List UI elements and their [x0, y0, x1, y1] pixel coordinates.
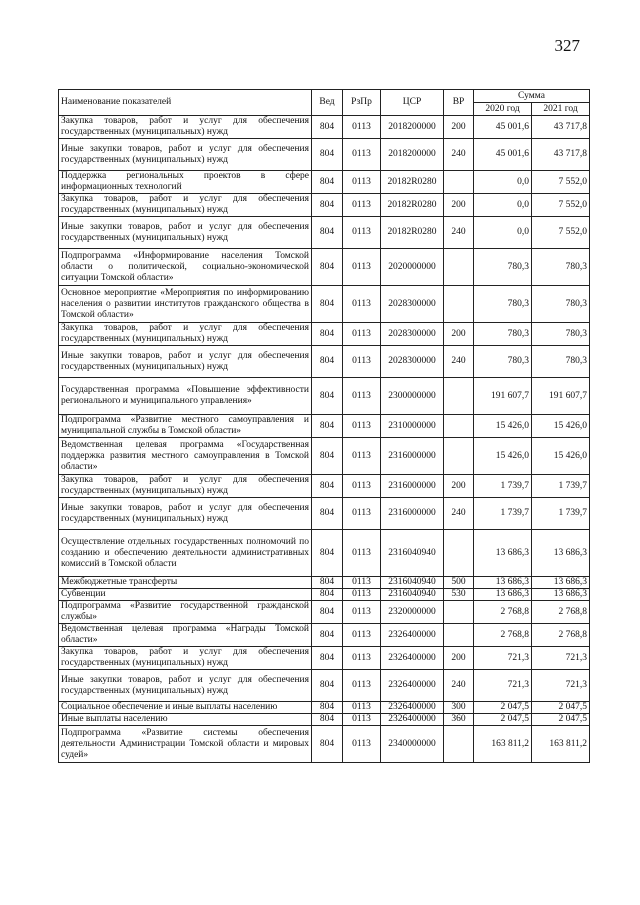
row-rzpr: 0113: [343, 217, 381, 249]
table-row: [59, 323, 590, 346]
row-sum-2020: 13 686,3: [474, 530, 532, 577]
row-sum-2021: 780,3: [532, 249, 590, 286]
row-rzpr: 0113: [343, 702, 381, 714]
row-sum-2020: 780,3: [474, 346, 532, 378]
row-name: Закупка товаров, работ и услуг для обеспечения государственных (муниципальных) нужд: [59, 194, 312, 217]
row-vr: [444, 438, 474, 475]
table-row: [59, 116, 590, 139]
table-row: [59, 194, 590, 217]
row-sum-2020: 45 001,6: [474, 139, 532, 171]
row-rzpr: 0113: [343, 323, 381, 346]
row-sum-2021: 780,3: [532, 346, 590, 378]
row-sum-2021: 43 717,8: [532, 116, 590, 139]
row-rzpr: 0113: [343, 589, 381, 601]
row-sum-2020: 15 426,0: [474, 415, 532, 438]
row-ved: 804: [312, 323, 343, 346]
row-ved: 804: [312, 624, 343, 647]
row-name: Закупка товаров, работ и услуг для обеспечения государственных (муниципальных) нужд: [59, 475, 312, 498]
row-name: Иные закупки товаров, работ и услуг для обеспечения государственных (муниципальных) нужд: [59, 217, 312, 249]
row-vr: 530: [444, 589, 474, 601]
row-ved: 804: [312, 601, 343, 624]
row-ved: 804: [312, 415, 343, 438]
row-csr: 20182R0280: [381, 194, 444, 217]
header-year-2020: 2020 год: [474, 103, 532, 116]
row-ved: 804: [312, 286, 343, 323]
row-vr: 300: [444, 702, 474, 714]
row-ved: 804: [312, 194, 343, 217]
row-vr: 200: [444, 475, 474, 498]
row-sum-2021: 13 686,3: [532, 577, 590, 589]
table-row: [59, 438, 590, 475]
row-sum-2020: 0,0: [474, 217, 532, 249]
table-row: [59, 415, 590, 438]
row-vr: 240: [444, 139, 474, 171]
row-name: Подпрограмма «Развитие государственной гражданской службы»: [59, 601, 312, 624]
row-sum-2021: 15 426,0: [532, 438, 590, 475]
table-row: [59, 726, 590, 763]
row-sum-2021: 13 686,3: [532, 530, 590, 577]
row-ved: 804: [312, 714, 343, 726]
row-rzpr: 0113: [343, 415, 381, 438]
table-header: [59, 90, 590, 116]
row-rzpr: 0113: [343, 498, 381, 530]
row-vr: 240: [444, 670, 474, 702]
row-csr: 2028300000: [381, 346, 444, 378]
header-vr: ВР: [444, 90, 474, 116]
row-ved: 804: [312, 378, 343, 415]
row-sum-2020: 1 739,7: [474, 498, 532, 530]
row-sum-2020: 1 739,7: [474, 475, 532, 498]
row-sum-2020: 163 811,2: [474, 726, 532, 763]
header-name: Наименование показателей: [59, 90, 312, 116]
table-row: [59, 589, 590, 601]
row-sum-2021: 43 717,8: [532, 139, 590, 171]
page-number: 327: [554, 36, 580, 55]
row-sum-2020: 15 426,0: [474, 438, 532, 475]
row-sum-2020: 0,0: [474, 194, 532, 217]
row-sum-2020: 191 607,7: [474, 378, 532, 415]
row-sum-2020: 2 047,5: [474, 714, 532, 726]
row-sum-2021: 7 552,0: [532, 194, 590, 217]
row-sum-2021: 780,3: [532, 323, 590, 346]
row-csr: 2018200000: [381, 139, 444, 171]
row-sum-2021: 2 047,5: [532, 714, 590, 726]
row-vr: [444, 530, 474, 577]
row-sum-2021: 2 047,5: [532, 702, 590, 714]
row-sum-2020: 13 686,3: [474, 589, 532, 601]
header-year-2021: 2021 год: [532, 103, 590, 116]
table-row: [59, 286, 590, 323]
row-csr: 20182R0280: [381, 217, 444, 249]
row-name: Иные закупки товаров, работ и услуг для обеспечения государственных (муниципальных) нужд: [59, 498, 312, 530]
row-csr: 2326400000: [381, 624, 444, 647]
row-csr: 2018200000: [381, 116, 444, 139]
row-rzpr: 0113: [343, 171, 381, 194]
row-sum-2021: 2 768,8: [532, 601, 590, 624]
row-rzpr: 0113: [343, 601, 381, 624]
row-vr: 240: [444, 346, 474, 378]
header-sum: Сумма: [474, 90, 590, 103]
row-name: Поддержка региональных проектов в сфере информационных технологий: [59, 171, 312, 194]
row-rzpr: 0113: [343, 194, 381, 217]
row-ved: 804: [312, 647, 343, 670]
row-rzpr: 0113: [343, 577, 381, 589]
row-name: Закупка товаров, работ и услуг для обеспечения государственных (муниципальных) нужд: [59, 116, 312, 139]
row-csr: 2316040940: [381, 577, 444, 589]
row-name: Иные закупки товаров, работ и услуг для обеспечения государственных (муниципальных) нужд: [59, 139, 312, 171]
row-sum-2020: 0,0: [474, 171, 532, 194]
row-name: Закупка товаров, работ и услуг для обеспечения государственных (муниципальных) нужд: [59, 647, 312, 670]
table-row: [59, 378, 590, 415]
row-sum-2021: 163 811,2: [532, 726, 590, 763]
row-sum-2021: 7 552,0: [532, 171, 590, 194]
row-rzpr: 0113: [343, 647, 381, 670]
table-body: [59, 116, 590, 763]
row-sum-2020: 2 768,8: [474, 624, 532, 647]
table-row: [59, 601, 590, 624]
table-row: [59, 714, 590, 726]
row-ved: 804: [312, 475, 343, 498]
table-row: [59, 346, 590, 378]
row-vr: [444, 249, 474, 286]
row-rzpr: 0113: [343, 438, 381, 475]
table-row: [59, 171, 590, 194]
table-row: [59, 217, 590, 249]
row-csr: 2326400000: [381, 647, 444, 670]
row-csr: 2310000000: [381, 415, 444, 438]
row-ved: 804: [312, 438, 343, 475]
budget-table: [58, 89, 590, 763]
row-sum-2020: 721,3: [474, 670, 532, 702]
row-vr: [444, 171, 474, 194]
row-rzpr: 0113: [343, 726, 381, 763]
row-rzpr: 0113: [343, 286, 381, 323]
row-csr: 2316000000: [381, 475, 444, 498]
row-ved: 804: [312, 217, 343, 249]
row-rzpr: 0113: [343, 530, 381, 577]
row-rzpr: 0113: [343, 249, 381, 286]
row-rzpr: 0113: [343, 139, 381, 171]
row-vr: 200: [444, 194, 474, 217]
row-sum-2020: 780,3: [474, 323, 532, 346]
row-name: Межбюджетные трансферты: [59, 577, 312, 589]
row-vr: 200: [444, 323, 474, 346]
row-rzpr: 0113: [343, 624, 381, 647]
row-vr: 240: [444, 498, 474, 530]
row-vr: 200: [444, 647, 474, 670]
row-vr: [444, 286, 474, 323]
row-name: Ведомственная целевая программа «Государственная поддержка развития местного самоуправления в Томской области»: [59, 438, 312, 475]
row-rzpr: 0113: [343, 714, 381, 726]
row-csr: 2326400000: [381, 670, 444, 702]
header-ved: Вед: [312, 90, 343, 116]
row-sum-2021: 780,3: [532, 286, 590, 323]
row-name: Ведомственная целевая программа «Награды Томской области»: [59, 624, 312, 647]
row-name: Иные выплаты населению: [59, 714, 312, 726]
row-sum-2020: 721,3: [474, 647, 532, 670]
row-vr: [444, 415, 474, 438]
row-name: Иные закупки товаров, работ и услуг для обеспечения государственных (муниципальных) нужд: [59, 670, 312, 702]
row-sum-2021: 191 607,7: [532, 378, 590, 415]
row-vr: 240: [444, 217, 474, 249]
row-name: Иные закупки товаров, работ и услуг для обеспечения государственных (муниципальных) нужд: [59, 346, 312, 378]
row-sum-2021: 1 739,7: [532, 498, 590, 530]
row-csr: 2300000000: [381, 378, 444, 415]
row-vr: 500: [444, 577, 474, 589]
row-sum-2021: 721,3: [532, 647, 590, 670]
row-vr: [444, 726, 474, 763]
row-csr: 2326400000: [381, 702, 444, 714]
row-ved: 804: [312, 530, 343, 577]
row-rzpr: 0113: [343, 378, 381, 415]
row-csr: 2020000000: [381, 249, 444, 286]
row-vr: 360: [444, 714, 474, 726]
row-name: Подпрограмма «Развитие местного самоуправления и муниципальной службы в Томской области»: [59, 415, 312, 438]
row-csr: 2340000000: [381, 726, 444, 763]
row-ved: 804: [312, 139, 343, 171]
row-sum-2021: 13 686,3: [532, 589, 590, 601]
row-sum-2021: 721,3: [532, 670, 590, 702]
row-sum-2021: 15 426,0: [532, 415, 590, 438]
row-sum-2021: 2 768,8: [532, 624, 590, 647]
row-ved: 804: [312, 589, 343, 601]
row-ved: 804: [312, 702, 343, 714]
row-vr: [444, 601, 474, 624]
row-name: Основное мероприятие «Мероприятия по информированию населения о развитии институтов гражданского общества в Томской области»: [59, 286, 312, 323]
row-name: Закупка товаров, работ и услуг для обеспечения государственных (муниципальных) нужд: [59, 323, 312, 346]
row-ved: 804: [312, 577, 343, 589]
row-name: Социальное обеспечение и иные выплаты населению: [59, 702, 312, 714]
table-row: [59, 249, 590, 286]
row-csr: 2316000000: [381, 498, 444, 530]
table-row: [59, 498, 590, 530]
row-csr: 2320000000: [381, 601, 444, 624]
row-csr: 2316040940: [381, 589, 444, 601]
table-row: [59, 530, 590, 577]
row-csr: 2028300000: [381, 323, 444, 346]
table-row: [59, 139, 590, 171]
row-csr: 2316040940: [381, 530, 444, 577]
row-sum-2021: 7 552,0: [532, 217, 590, 249]
row-name: Осуществление отдельных государственных полномочий по созданию и обеспечению деятельности административных комиссий в Томской области: [59, 530, 312, 577]
row-ved: 804: [312, 498, 343, 530]
row-csr: 20182R0280: [381, 171, 444, 194]
table-row: [59, 670, 590, 702]
row-sum-2020: 13 686,3: [474, 577, 532, 589]
row-ved: 804: [312, 171, 343, 194]
row-sum-2021: 1 739,7: [532, 475, 590, 498]
row-vr: 200: [444, 116, 474, 139]
row-csr: 2316000000: [381, 438, 444, 475]
row-ved: 804: [312, 346, 343, 378]
row-sum-2020: 780,3: [474, 249, 532, 286]
table-row: [59, 577, 590, 589]
row-vr: [444, 378, 474, 415]
row-csr: 2028300000: [381, 286, 444, 323]
row-name: Подпрограмма «Информирование населения Томской области о политической, социально-экономической ситуации Томской области»: [59, 249, 312, 286]
row-ved: 804: [312, 726, 343, 763]
row-rzpr: 0113: [343, 116, 381, 139]
row-sum-2020: 2 768,8: [474, 601, 532, 624]
table-row: [59, 624, 590, 647]
row-rzpr: 0113: [343, 475, 381, 498]
row-sum-2020: 2 047,5: [474, 702, 532, 714]
table-row: [59, 647, 590, 670]
header-csr: ЦСР: [381, 90, 444, 116]
table-row: [59, 475, 590, 498]
row-name: Субвенции: [59, 589, 312, 601]
table-row: [59, 702, 590, 714]
header-rzpr: РзПр: [343, 90, 381, 116]
row-sum-2020: 45 001,6: [474, 116, 532, 139]
row-ved: 804: [312, 116, 343, 139]
row-vr: [444, 624, 474, 647]
row-ved: 804: [312, 670, 343, 702]
row-name: Подпрограмма «Развитие системы обеспечения деятельности Администрации Томской области и мировых судей»: [59, 726, 312, 763]
row-csr: 2326400000: [381, 714, 444, 726]
row-sum-2020: 780,3: [474, 286, 532, 323]
row-ved: 804: [312, 249, 343, 286]
row-rzpr: 0113: [343, 670, 381, 702]
row-rzpr: 0113: [343, 346, 381, 378]
row-name: Государственная программа «Повышение эффективности регионального и муниципального управления»: [59, 378, 312, 415]
